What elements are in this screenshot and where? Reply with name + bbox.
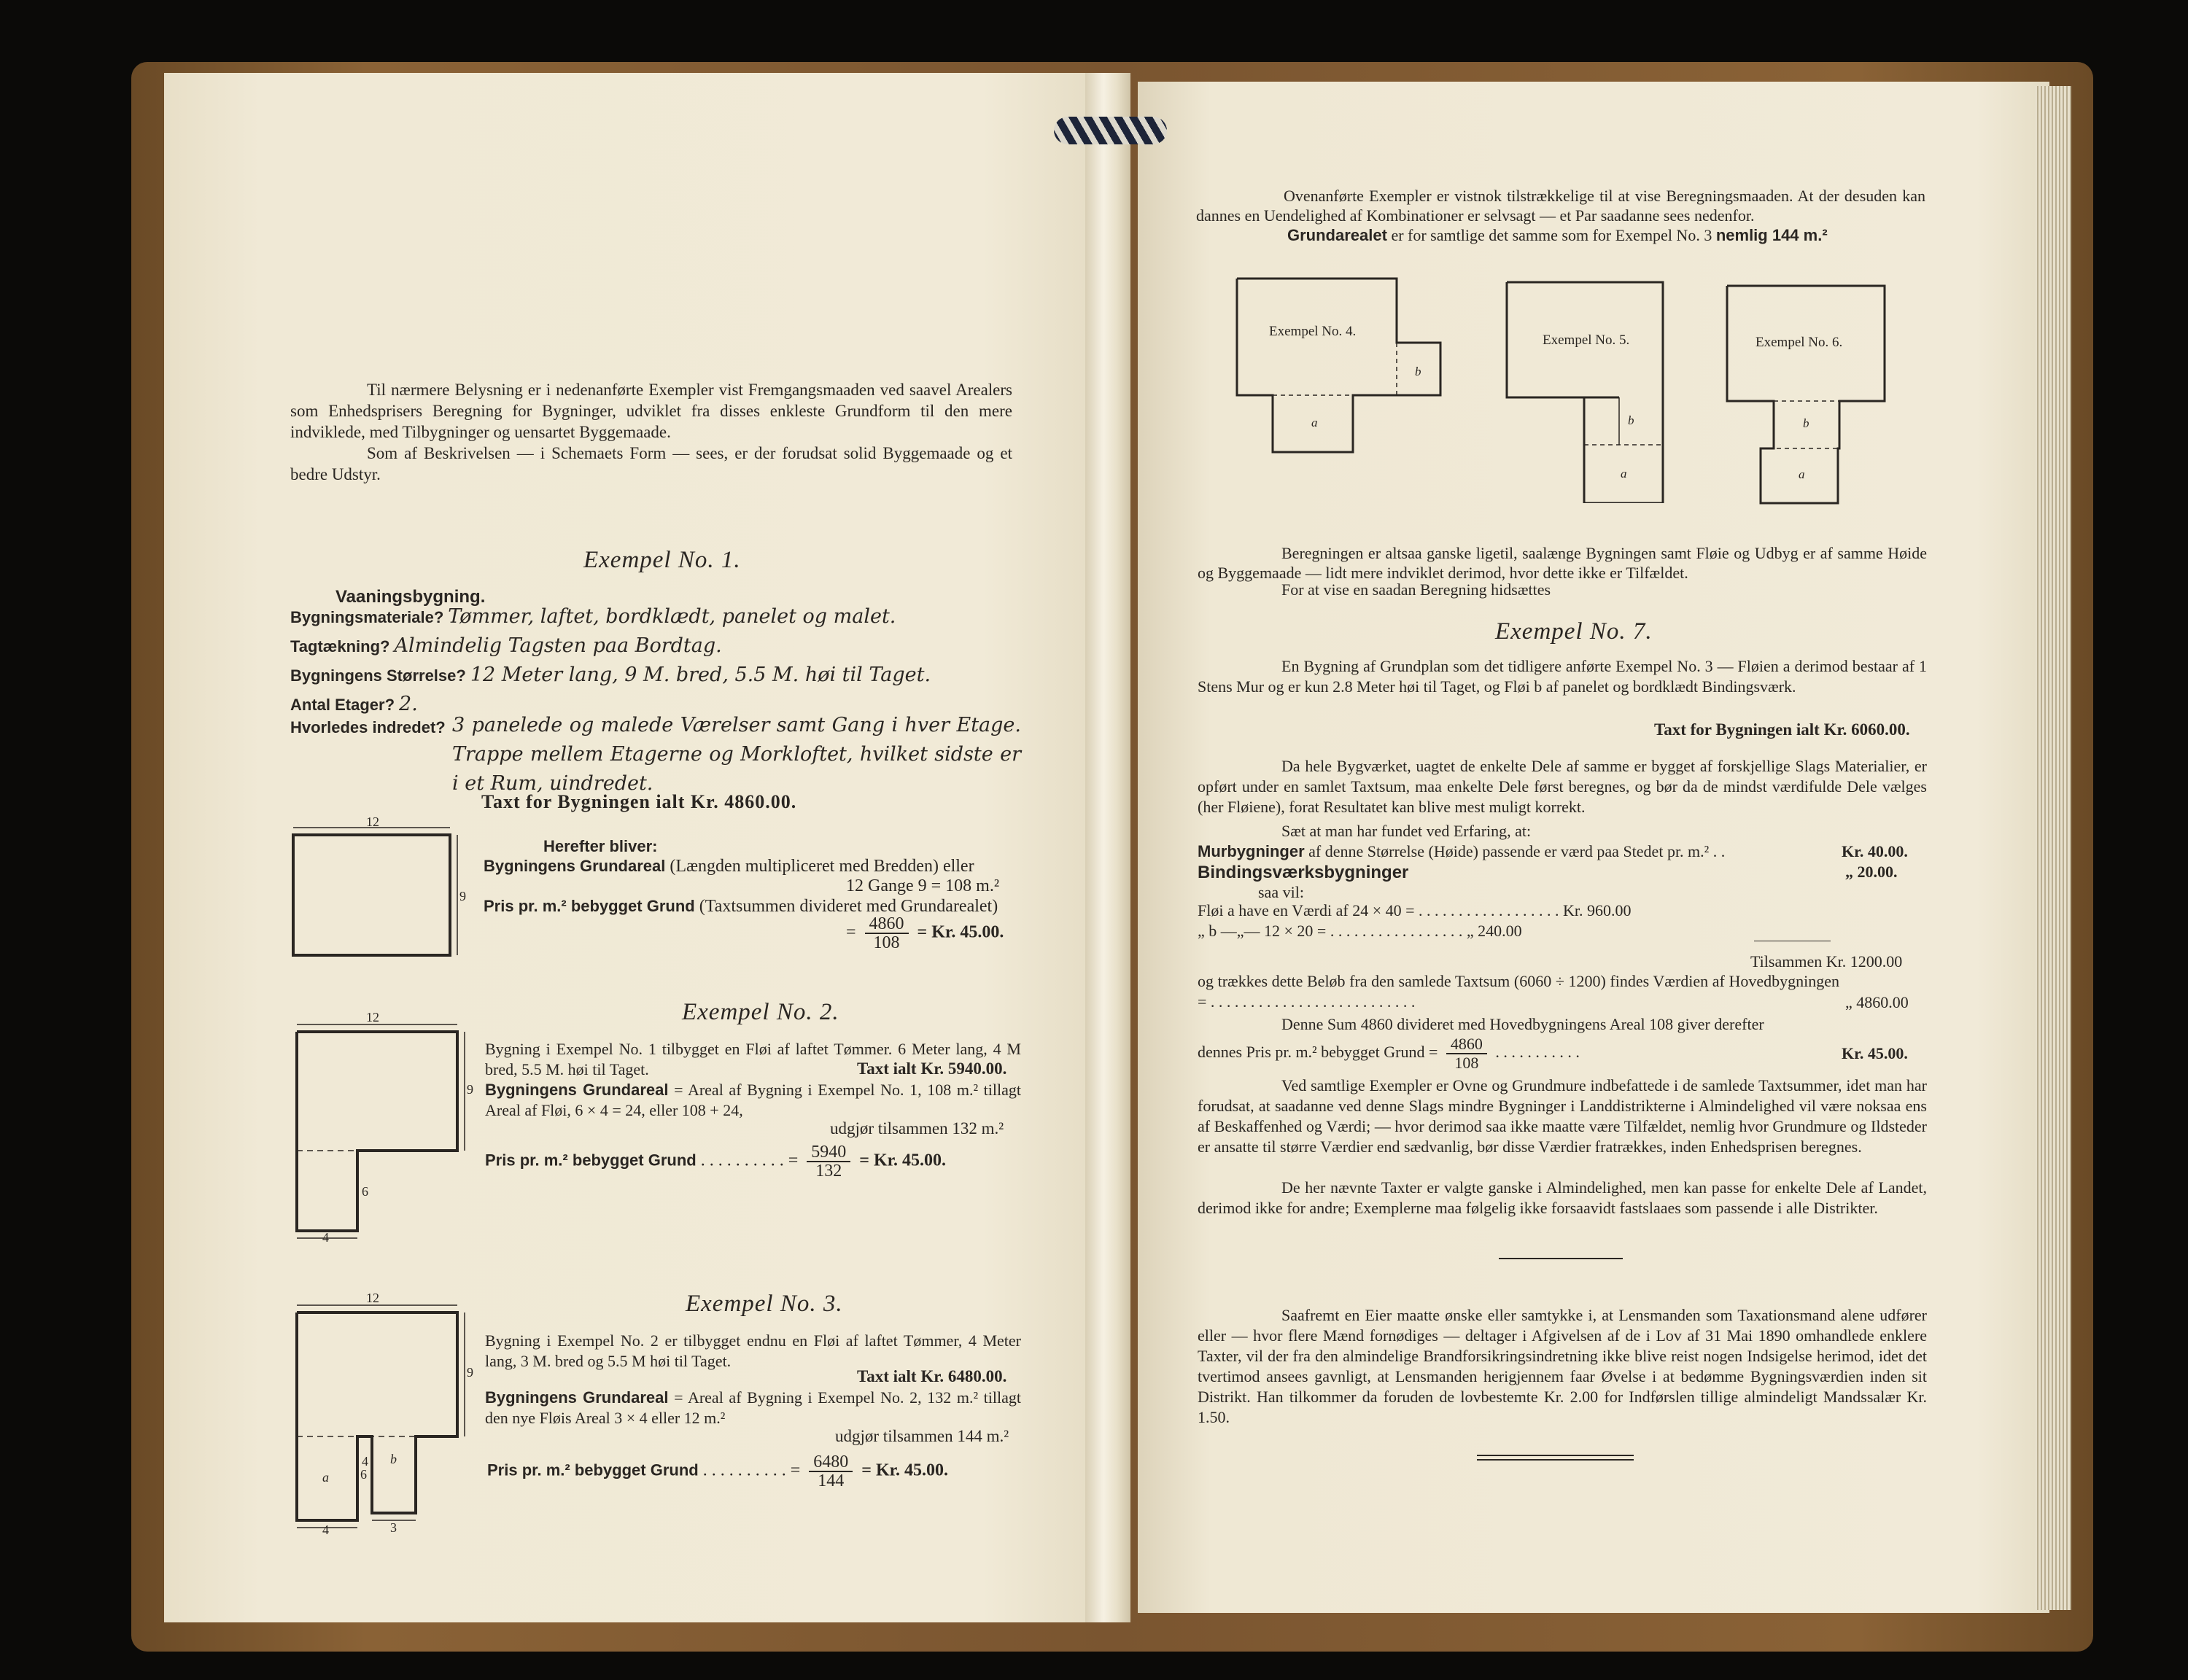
ex3-dim-a: 6 (360, 1467, 367, 1482)
ex1-pris-calc: = $\frac{4860}{108}$ = Kr. 45.00. (846, 914, 1004, 952)
right-calc-note-2: For at vise en saadan Beregning hidsættes (1281, 580, 1551, 599)
ex3-dim-b: 4 (362, 1454, 368, 1469)
ex1-pris-row: Pris pr. m.² bebygget Grund (Taxtsummen divideret med Grundarealet) (484, 897, 998, 916)
ex2-dim-top: 12 (366, 1010, 379, 1024)
ex7-title: Exempel No. 7. (1495, 618, 1653, 645)
ex7-p6: Ved samtlige Exempler er Ovne og Grundmure indbefattede i de samlede Taxtsummer, idet man har forudsat, at saadanne ved denne Slags mindre Bygninger i Landdistrikterne i Almindelighed vil være noksaa ens af Beskaffenhed og Værdi; — hvor derimod saa ikke maatte være Tilfældet, nemlig hvor Grundmure og Ildsteder er ansatte til større Værdier end sædvanlig, bør disse Værdier fratrækkes, inden Enhedsprisen beregnes. (1198, 1076, 1927, 1156)
ex7-p5-val: Kr. 45.00. (1842, 1044, 1908, 1062)
ex1-q-size: Bygningens Størrelse? (290, 666, 466, 685)
ex3-desc: Bygning i Exempel No. 2 er tilbygget endnu en Fløi af laftet Tømmer, 4 Meter lang, 3 M. bred og 5.5 M høi til Taget. (485, 1331, 1021, 1370)
ex7-saa: saa vil: (1258, 883, 1304, 901)
book-gutter (1085, 73, 1130, 1622)
ex1-floor-plan (284, 813, 470, 966)
ex5-label-b: b (1628, 413, 1634, 427)
ex6-label-a: a (1799, 467, 1805, 481)
ex2-pris-row: Pris pr. m.² bebygget Grund . . . . . . . . . . = $\frac{5940}{132}$ = Kr. 45.00. (485, 1143, 947, 1181)
ex7-floi-a: Fløi a have en Værdi af 24 × 40 = . . . . . . . . . . . . . . . . . . Kr. 960.00 (1198, 901, 1632, 919)
ex1-a-size: 12 Meter lang, 9 M. bred, 5.5 M. høi til Taget. (470, 664, 931, 686)
ex1-grund-calc: 12 Gange 9 = 108 m.² (846, 876, 1000, 895)
ex7-p4: og trækkes dette Beløb fra den samlede Taxtsum (6060 ÷ 1200) findes Værdien af Hovedbygningen = . . . . . . . . . . . . . . . . . . . . . . . . . . (1198, 972, 1839, 1011)
ex7-p7: De her nævnte Taxter er valgte ganske i Almindelighed, men kan passe for enkelte Dele af Landet, derimod ikke for andre; Exemplerne maa følgelig ikke forsaavidt fastslaaes som passende i alle Distrikter. (1198, 1178, 1927, 1217)
ex3-title: Exempel No. 3. (686, 1291, 843, 1317)
ex1-taxt: Taxt for Bygningen ialt Kr. 4860.00. (481, 791, 797, 812)
ex1-row-size (290, 664, 931, 686)
ex1-row-material (290, 605, 896, 628)
ex2-dim-side: 9 (467, 1082, 473, 1097)
ex4-caption: Exempel No. 4. (1269, 324, 1357, 339)
ex7-taxt: Taxt for Bygningen ialt Kr. 6060.00. (1654, 720, 1910, 739)
ex7-p2: Da hele Bygværket, uagtet de enkelte Dele af samme er bygget af forskjellige Slags Materialier, er opført under en samlet Taxtsum, maa enkelte Dele først beregnes, og bør da de mindst værdifulde Dele vælges (her Fløiene), forat Resultatet kan blive mest muligt korrekt. (1198, 757, 1927, 816)
ex7-mur-val: Kr. 40.00. (1842, 842, 1908, 860)
ex5-floor-plan (1502, 281, 1667, 503)
ex7-floi-b: „ b —„— 12 × 20 = . . . . . . . . . . . . . . . . . „ 240.00 (1198, 922, 1522, 940)
ex7-p3: Sæt at man har fundet ved Erfaring, at: (1281, 822, 1532, 840)
ex3-label-a: a (322, 1470, 329, 1485)
left-intro: Til nærmere Belysning er i nedenanførte Exempler vist Fremgangsmaaden ved saavel Arealers som Enhedsprisers Beregning for Bygninger, udviklet fra disses enkleste Grundform til den mere indviklede, med Tilbygninger og uensartet Byggemaade. (290, 381, 1012, 441)
ex6-floor-plan (1723, 284, 1887, 507)
ex5-caption: Exempel No. 5. (1543, 332, 1630, 348)
ex3-dim-bottom: 4 (322, 1522, 329, 1537)
ex7-tilsammen: Tilsammen Kr. 1200.00 (1750, 952, 1903, 971)
ex1-herefter: Herefter bliver: (543, 837, 658, 855)
end-rule-2 (1477, 1459, 1634, 1461)
right-closing: Saafremt en Eier maatte ønske eller samtykke i, at Lensmanden som Taxationsmand alene udfører eller — hvor flere Mænd fornødiges — deltager i Afgivelsen af de i Lov af 31 Mai 1890 omhandlede enklere Taxter, vil der fra den almindelige Brandforsikringsindretning ikke blive reist nogen Indsigelse herimod, idet det tvertimod ansees gavnligt, at Lensmanden herigjennem faar Øvelse i at bedømme Bygningsværdien inden sit Distrikt. Han tilkommer da foruden de lovbestemte Kr. 2.00 for Indførslen tillige almindeligt Mandssalær Kr. 1.50. (1198, 1306, 1927, 1426)
ex2-grund: Bygningens Grundareal = Areal af Bygning i Exempel No. 1, 108 m.² tillagt Areal af Fløi, 6 × 4 = 24, eller 108 + 24, (485, 1081, 1022, 1119)
ex3-taxt: Taxt ialt Kr. 6480.00. (857, 1367, 1007, 1385)
ex7-mur-row: Murbygninger af denne Størrelse (Høide) passende er værd paa Stedet pr. m.² . . (1198, 842, 1726, 860)
ex2-taxt: Taxt ialt Kr. 5940.00. (857, 1059, 1007, 1078)
ex2-floor-plan (284, 1010, 481, 1243)
ex1-a-roof: Almindelig Tagsten paa Bordtag. (394, 634, 722, 657)
end-rule-1 (1477, 1455, 1634, 1456)
ex1-title: Exempel No. 1. (583, 547, 741, 573)
ex3-pris-row: Pris pr. m.² bebygget Grund . . . . . . . . . . = $\frac{6480}{144}$ = Kr. 45.00. (487, 1452, 949, 1490)
ex6-caption: Exempel No. 6. (1756, 335, 1843, 350)
page-edges (2035, 86, 2071, 1610)
ex7-p5: Denne Sum 4860 divideret med Hovedbygningens Areal 108 giver derefter (1281, 1015, 1764, 1033)
ex3-total: udgjør tilsammen 144 m.² (835, 1427, 1009, 1445)
ex7-p5-row: dennes Pris pr. m.² bebygget Grund = $\frac{4860}{108}$ . . . . . . . . . . . (1198, 1035, 1580, 1072)
ex2-title: Exempel No. 2. (682, 999, 839, 1025)
ex2-dim-wing: 6 (362, 1184, 368, 1199)
right-intro-area: Grundarealet er for samtlige det samme som for Exempel No. 3 nemlig 144 m.² (1287, 226, 1828, 244)
ex1-a-material: Tømmer, laftet, bordklædt, panelet og malet. (448, 605, 896, 628)
ex1-dim-top: 12 (366, 814, 379, 829)
section-divider (1499, 1258, 1623, 1259)
ex1-a-layout: 3 panelede og malede Værelser samt Gang i hver Etage. Trappe mellem Etagerne og Morkloftet, hvilket sidste er i et Rum, uindredet. (452, 714, 1021, 795)
ex2-dim-bottom: 4 (322, 1230, 329, 1243)
ex1-q-floors: Antal Etager? (290, 696, 395, 714)
ex4-floor-plan (1233, 277, 1451, 459)
ex3-floor-plan (284, 1291, 481, 1539)
ex3-grund: Bygningens Grundareal = Areal af Bygning i Exempel No. 2, 132 m.² tillagt den nye Fløis Areal 3 × 4 eller 12 m.² (485, 1388, 1022, 1427)
ex2-desc: Bygning i Exempel No. 1 tilbygget en Fløi af laftet Tømmer. 6 Meter lang, 4 M bred, 5.5 M. høi til Taget. (485, 1040, 1021, 1078)
ex4-label-b: b (1415, 365, 1421, 378)
ex3-label-b: b (390, 1452, 397, 1466)
ex1-q-roof: Tagtækning? (290, 637, 390, 656)
ex7-p4-val: „ 4860.00 (1845, 993, 1909, 1011)
ex1-grund-row: Bygningens Grundareal (Længden multipliceret med Bredden) eller (484, 857, 974, 876)
ex1-subtitle: Vaaningsbygning. (335, 587, 486, 607)
ex3-dim-b-bottom: 3 (390, 1520, 397, 1535)
ex6-label-b: b (1803, 416, 1809, 430)
ex2-total: udgjør tilsammen 132 m.² (830, 1119, 1004, 1138)
ex7-bind-val: „ 20.00. (1845, 863, 1898, 881)
ex1-dim-side: 9 (459, 889, 466, 903)
ex7-bind-label: Bindingsværksbygninger (1198, 863, 1409, 882)
right-calc-note: Beregningen er altsaa ganske ligetil, saalænge Bygningen samt Fløie og Udbyg er af samme Høide og Byggemaade — lidt mere indviklet derimod, hvor dette ikke er Tilfældet. (1198, 544, 1927, 582)
ex1-q-material: Bygningsmateriale? (290, 608, 444, 626)
ex1-a-floors: 2. (399, 693, 418, 715)
ex1-row-floors (290, 693, 418, 715)
ex3-dim-top: 12 (366, 1291, 379, 1305)
ex5-label-a: a (1621, 467, 1627, 481)
ex3-dim-side: 9 (467, 1365, 473, 1380)
binding-thread (1054, 117, 1167, 144)
right-intro: Ovenanførte Exempler er vistnok tilstrækkelige til at vise Beregningsmaaden. At der desuden kan dannes en Uendelighed af Kombinationer er selvsagt — et Par saadanne sees nedenfor. (1196, 187, 1925, 225)
ex7-desc: En Bygning af Grundplan som det tidligere anførte Exempel No. 3 — Fløien a derimod bestaar af 1 Stens Mur og er kun 2.8 Meter høi til Taget, og Fløi b af panelet og bordklædt Bindingsværk. (1198, 657, 1927, 696)
ex4-label-a: a (1311, 416, 1318, 429)
ex1-q-layout: Hvorledes indredet? (290, 718, 446, 736)
left-intro-2: Som af Beskrivelsen — i Schemaets Form — sees, er der forudsat solid Byggemaade og et bedre Udstyr. (290, 444, 1012, 483)
ex1-row-roof (290, 634, 722, 657)
